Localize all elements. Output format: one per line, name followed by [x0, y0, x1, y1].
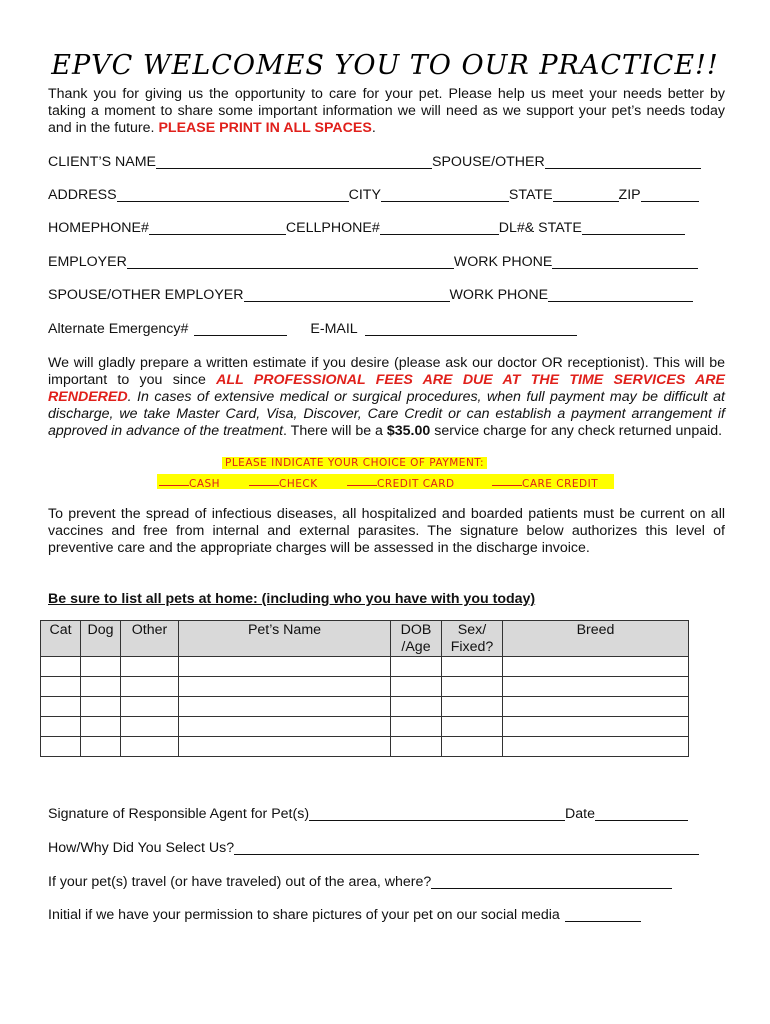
table-cell[interactable] [442, 717, 503, 737]
row-phones [48, 219, 685, 237]
table-cell[interactable] [41, 717, 81, 737]
infection-paragraph: To prevent the spread of infectious diseases, all hospitalized and boarded patients must be current on all vaccines and free from internal and external parasites. The signature below authorizes this level of preventive care and the appropriate charges will be assessed in the discharge invoice. [48, 506, 725, 556]
table-cell[interactable] [81, 677, 121, 697]
row-employer [48, 253, 698, 271]
fees-due-notice: ALL PROFESSIONAL FEES ARE DUE AT THE TIME SERVICES ARE RENDERED [48, 372, 726, 405]
table-cell[interactable] [391, 657, 442, 677]
zip-label: ZIP [618, 187, 641, 203]
col-dob-age: DOB /Age [391, 621, 442, 657]
col-breed: Breed [503, 621, 689, 657]
col-other: Other [121, 621, 179, 657]
payment-options [157, 474, 614, 489]
table-cell[interactable] [121, 677, 179, 697]
row-signature [48, 805, 688, 823]
spouse-employer-field[interactable] [244, 288, 450, 302]
row-social-media [48, 906, 641, 924]
intro-paragraph [48, 86, 725, 137]
table-cell[interactable] [442, 677, 503, 697]
table-cell[interactable] [41, 737, 81, 757]
table-cell[interactable] [81, 697, 121, 717]
address-field[interactable] [117, 188, 349, 202]
table-row [41, 697, 689, 717]
payment-option-credit-card[interactable] [347, 474, 455, 492]
signature-field[interactable] [309, 807, 565, 821]
table-cell[interactable] [81, 657, 121, 677]
home-phone-field[interactable] [149, 221, 286, 235]
table-cell[interactable] [503, 717, 689, 737]
address-label: ADDRESS [48, 187, 117, 203]
payment-option-cash-label: CASH [189, 478, 221, 490]
work-phone-2-field[interactable] [548, 288, 693, 302]
table-cell[interactable] [41, 697, 81, 717]
table-cell[interactable] [503, 697, 689, 717]
page-title: EPVC WELCOMES YOU TO OUR PRACTICE!! [51, 50, 719, 81]
table-cell[interactable] [442, 737, 503, 757]
table-row [41, 717, 689, 737]
state-field[interactable] [553, 188, 619, 202]
work-phone-label: WORK PHONE [453, 254, 553, 270]
table-cell[interactable] [81, 737, 121, 757]
how-why-label: How/Why Did You Select Us? [48, 840, 235, 856]
payment-option-care-credit-label: CARE CREDIT [522, 478, 599, 490]
estimate-text-1: We will gladly prepare a written estimate if you desire (please ask our doctor OR receptionist). This will be important to you since [48, 355, 725, 388]
estimate-text-3: . There will be a [283, 423, 387, 439]
payment-option-cash[interactable] [159, 474, 220, 492]
email-field[interactable] [365, 322, 577, 336]
table-cell[interactable] [81, 717, 121, 737]
how-why-field[interactable] [234, 841, 699, 855]
table-cell[interactable] [391, 697, 442, 717]
payment-option-care-credit[interactable] [492, 474, 598, 492]
row-how-why [48, 839, 699, 857]
table-cell[interactable] [121, 737, 179, 757]
estimate-paragraph [48, 355, 725, 440]
table-cell[interactable] [121, 717, 179, 737]
table-cell[interactable] [442, 657, 503, 677]
estimate-text-4: service charge for any check returned unpaid. [430, 423, 723, 439]
col-pet-name: Pet’s Name [179, 621, 391, 657]
table-cell[interactable] [179, 677, 391, 697]
dl-state-label: DL#& STATE [498, 220, 582, 236]
table-row [41, 737, 689, 757]
state-label: STATE [508, 187, 553, 203]
row-spouse-employer [48, 286, 693, 304]
date-label: Date [565, 806, 596, 822]
row-client-name [48, 153, 701, 171]
alt-emergency-field[interactable] [194, 322, 287, 336]
cell-phone-field[interactable] [380, 221, 499, 235]
payment-option-check[interactable] [249, 474, 318, 492]
pets-heading: Be sure to list all pets at home: (including who you have with you today) [48, 591, 536, 607]
alt-emergency-label: Alternate Emergency# [48, 321, 189, 337]
col-sex-fixed: Sex/ Fixed? [442, 621, 503, 657]
check-fee-amount: $35.00 [386, 423, 431, 439]
spouse-other-field[interactable] [545, 155, 701, 169]
table-cell[interactable] [179, 737, 391, 757]
city-field[interactable] [381, 188, 509, 202]
employer-label: EMPLOYER [48, 254, 127, 270]
social-media-initial-field[interactable] [565, 908, 641, 922]
client-name-label: CLIENT’S NAME [48, 154, 156, 170]
pets-table-header [41, 621, 689, 657]
travel-field[interactable] [431, 875, 672, 889]
spouse-employer-label: SPOUSE/OTHER EMPLOYER [48, 287, 244, 303]
payment-option-check-label: CHECK [279, 478, 318, 490]
intro-end: . [371, 120, 376, 136]
spouse-other-label: SPOUSE/OTHER [432, 154, 545, 170]
employer-field[interactable] [127, 255, 454, 269]
table-cell[interactable] [179, 717, 391, 737]
table-cell[interactable] [41, 677, 81, 697]
signature-label: Signature of Responsible Agent for Pet(s) [48, 806, 310, 822]
table-cell[interactable] [503, 677, 689, 697]
table-cell[interactable] [503, 657, 689, 677]
work-phone-2-label: WORK PHONE [449, 287, 549, 303]
table-cell[interactable] [503, 737, 689, 757]
zip-field[interactable] [641, 188, 699, 202]
col-cat: Cat [41, 621, 81, 657]
table-cell[interactable] [121, 657, 179, 677]
cell-phone-label: CELLPHONE# [285, 220, 380, 236]
date-field[interactable] [595, 807, 688, 821]
travel-label: If your pet(s) travel (or have traveled) out of the area, where? [48, 874, 432, 890]
table-cell[interactable] [442, 697, 503, 717]
pets-table [40, 620, 689, 757]
table-cell[interactable] [391, 737, 442, 757]
estimate-text-2: . In cases of extensive medical or surgical procedures, when full payment may be difficult at discharge, we take Master Card, Visa, Discover, Care Credit or can establish a payment arrangement if approved in advance of the treatment [48, 389, 725, 439]
payment-choice-title: PLEASE INDICATE YOUR CHOICE OF PAYMENT: [222, 457, 487, 469]
table-row [41, 657, 689, 677]
row-address [48, 186, 699, 204]
table-cell[interactable] [391, 677, 442, 697]
table-row [41, 677, 689, 697]
table-cell[interactable] [121, 697, 179, 717]
table-cell[interactable] [179, 657, 391, 677]
home-phone-label: HOMEPHONE# [48, 220, 149, 236]
print-all-spaces-notice: PLEASE PRINT IN ALL SPACES [158, 120, 372, 136]
social-media-label: Initial if we have your permission to share pictures of your pet on our social media [48, 907, 560, 923]
table-cell[interactable] [391, 717, 442, 737]
client-name-field[interactable] [156, 155, 432, 169]
intro-text: Thank you for giving us the opportunity to care for your pet. Please help us meet your needs better by taking a moment to share some important information we will need as we support your pet’s needs today and in the future. [48, 86, 725, 136]
email-label: E-MAIL [310, 321, 358, 337]
payment-option-credit-card-label: CREDIT CARD [377, 478, 455, 490]
col-dog: Dog [81, 621, 121, 657]
dl-state-field[interactable] [582, 221, 685, 235]
row-travel [48, 873, 672, 891]
row-emergency-email [48, 320, 577, 338]
work-phone-field[interactable] [552, 255, 698, 269]
city-label: CITY [348, 187, 381, 203]
table-cell[interactable] [41, 657, 81, 677]
table-cell[interactable] [179, 697, 391, 717]
